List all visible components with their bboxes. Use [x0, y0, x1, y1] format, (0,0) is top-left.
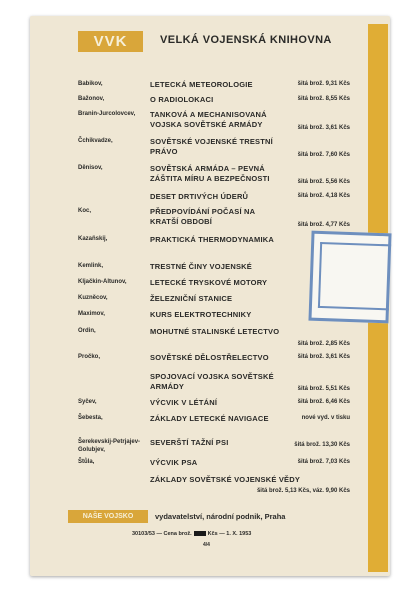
book-title: SPOJOVACÍ VOJSKA SOVĚTSKÉ ARMÁDY: [150, 372, 274, 391]
book-title: PRAKTICKÁ THERMODYNAMIKA: [150, 235, 274, 244]
stamp-inner-frame: [318, 242, 391, 310]
book-author: Šebesta,: [78, 415, 103, 421]
book-title: PŘEDPOVÍDÁNÍ POČASÍ NA KRATŠÍ OBDOBÍ: [150, 207, 255, 226]
book-title: SOVĚTSKÉ DĚLOSTŘELECTVO: [150, 353, 269, 362]
book-price: šitá brož. 4,77 Kčs: [297, 222, 350, 228]
book-price: šitá brož. 3,61 Kčs: [297, 125, 350, 131]
book-author: Děnisov,: [78, 165, 103, 171]
book-author: Ordin,: [78, 328, 96, 334]
book-title: VÝCVIK PSA: [150, 458, 198, 467]
book-price: šitá brož. 5,51 Kčs: [297, 386, 350, 392]
book-price: šitá brož. 7,60 Kčs: [297, 152, 350, 158]
book-author: Koc,: [78, 208, 92, 214]
book-price: šitá brož. 2,85 Kčs: [297, 341, 350, 347]
book-author: Kuzněcov,: [78, 295, 108, 301]
book-title: LETECKÁ METEOROLOGIE: [150, 80, 253, 89]
book-price: šitá brož. 9,31 Kčs: [297, 81, 350, 87]
book-price: šitá brož. 7,03 Kčs: [297, 459, 350, 465]
book-title: TRESTNÉ ČINY VOJENSKÉ: [150, 262, 253, 271]
book-title: MOHUTNÉ STALINSKÉ LETECTVO: [150, 327, 280, 336]
book-title: KURS ELEKTROTECHNIKY: [150, 310, 252, 319]
book-title: SOVĚTSKÉ VOJENSKÉ TRESTNÍ PRÁVO: [150, 137, 273, 156]
book-price: šitá brož. 6,46 Kčs: [297, 399, 350, 405]
book-price: nové vyd. v tisku: [301, 415, 350, 421]
book-author: Syčev,: [78, 399, 97, 405]
book-price: šitá brož. 5,56 Kčs: [297, 179, 350, 185]
book-title: DESET DRTIVÝCH ÚDERŮ: [150, 192, 249, 201]
imprint-code: 4/4: [203, 542, 210, 548]
book-title: ZÁKLADY SOVĚTSKÉ VOJENSKÉ VĚDY: [150, 475, 301, 484]
book-author: Šerekevskij-Petrjajev-Golubjev,: [78, 439, 141, 453]
book-title: O RADIOLOKACI: [150, 95, 214, 104]
publisher-logo: NAŠE VOJSKO: [68, 510, 148, 523]
book-author: Maximov,: [78, 311, 105, 317]
book-author: Bažonov,: [78, 96, 105, 102]
book-author: Kemlink,: [78, 263, 104, 269]
imprint-right: Kčs — 1. X. 1953: [207, 531, 252, 537]
book-author: Štůla,: [78, 459, 95, 465]
book-title: ŽELEZNIČNÍ STANICE: [150, 294, 233, 303]
book-price: šitá brož. 8,55 Kčs: [297, 96, 350, 102]
book-price: šitá brož. 3,61 Kčs: [297, 354, 350, 360]
book-title: ZÁKLADY LETECKÉ NAVIGACE: [150, 414, 269, 423]
imprint-price-redaction: [194, 531, 206, 536]
series-title: VELKÁ VOJENSKÁ KNIHOVNA: [160, 34, 332, 46]
book-title: TANKOVÁ A MECHANISOVANÁ VOJSKA SOVĚTSKÉ ARMÁDY: [150, 110, 267, 129]
publisher-name: vydavatelství, národní podnik, Praha: [155, 512, 286, 521]
book-title: SEVERŠTÍ TAŽNÍ PSI: [150, 438, 229, 447]
book-author: Čchikvadze,: [78, 138, 113, 144]
book-author: Pročko,: [78, 354, 101, 360]
book-author: Kazaňskij,: [78, 236, 108, 242]
book-title: SOVĚTSKÁ ARMÁDA – PEVNÁ ZÁŠTITA MÍRU A BEZPEČNOSTI: [150, 164, 270, 183]
imprint-line: [132, 531, 251, 537]
book-price: šitá brož. 4,18 Kčs: [297, 193, 350, 199]
book-author: Kljačkin-Altunov,: [78, 279, 127, 285]
book-price: šitá brož. 5,13 Kčs, váz. 9,90 Kčs: [256, 488, 350, 494]
imprint-left: 30103/53 — Cena brož.: [132, 531, 192, 537]
book-title: LETECKÉ TRYSKOVÉ MOTORY: [150, 278, 268, 287]
series-logo: VVK: [78, 31, 143, 52]
book-author: Babikov,: [78, 81, 103, 87]
library-stamp: [308, 231, 391, 324]
book-title: VÝCVIK V LÉTÁNÍ: [150, 398, 218, 407]
book-price: šitá brož. 13,30 Kčs: [294, 442, 350, 448]
book-author: Branin-Jurcolovcev,: [78, 111, 136, 117]
